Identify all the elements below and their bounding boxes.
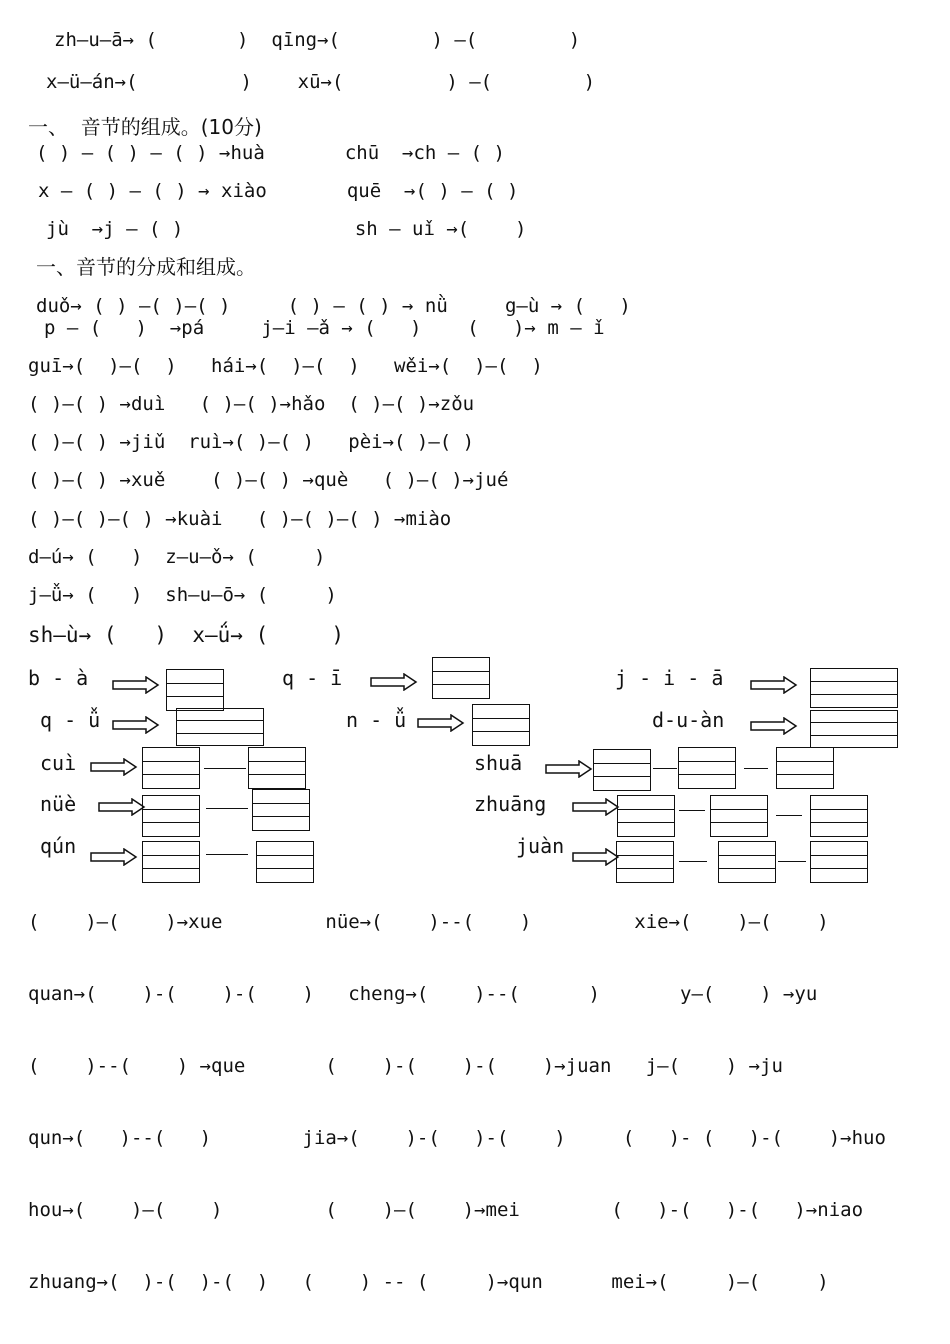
separator-line — [204, 768, 246, 769]
answer-box — [776, 747, 834, 789]
section-2-row: d—ú→ ( ) z—u—ǒ→ ( ) — [28, 546, 326, 568]
separator-line — [206, 854, 248, 855]
answer-box — [810, 841, 868, 883]
answer-box — [678, 747, 736, 789]
compose-label: q - ǚ — [40, 708, 101, 732]
answer-box — [142, 747, 200, 789]
compose-label: n - ǚ — [346, 708, 407, 732]
answer-box — [617, 795, 675, 837]
section-2-row: p — ( ) →pá j—i —ǎ → ( ) ( )→ m — ǐ — [44, 317, 605, 339]
separator-line — [679, 810, 705, 811]
hollow-arrow-icon — [417, 714, 465, 732]
section-1-heading: 一、 音节的组成。(10分) — [28, 115, 262, 139]
bottom-row: qun→( )--( ) jia→( )-( )-( ) ( )- ( )-( )→huo — [28, 1127, 886, 1149]
hollow-arrow-icon — [750, 717, 798, 735]
section-2-row: j—ǚ→ ( ) sh—u—ō→ ( ) — [28, 584, 337, 606]
section-2-row: ( )—( ) →duì ( )—( )→hǎo ( )—( )→zǒu — [28, 393, 475, 415]
answer-box — [248, 747, 306, 789]
split-label: qún — [40, 834, 77, 858]
bottom-row: ( )—( )→xue nüe→( )--( ) xie→( )—( ) — [28, 911, 829, 933]
answer-box — [166, 669, 224, 711]
answer-box — [810, 668, 898, 708]
separator-line — [778, 861, 806, 862]
top-row-2: x—ü—án→( ) xū→( ) —( ) — [46, 71, 596, 93]
split-label: nüè — [40, 792, 77, 816]
separator-line — [206, 808, 248, 809]
split-label: shuā — [474, 751, 523, 775]
section-2-heading: 一、音节的分成和组成。 — [36, 255, 256, 279]
answer-box — [710, 795, 768, 837]
hollow-arrow-icon — [750, 676, 798, 694]
hollow-arrow-icon — [90, 848, 138, 866]
split-label: zhuāng — [474, 792, 547, 816]
hollow-arrow-icon — [572, 848, 620, 866]
section-1-row: x — ( ) — ( ) → xiào quē →( ) — ( ) — [38, 180, 519, 202]
answer-box — [142, 795, 200, 837]
hollow-arrow-icon — [572, 798, 620, 816]
bottom-row: ( )--( ) →que ( )-( )-( )→juan j—( ) →ju — [28, 1055, 783, 1077]
separator-line — [653, 768, 677, 769]
answer-box — [810, 795, 868, 837]
compose-label: d-u-àn — [652, 708, 725, 732]
answer-box — [616, 841, 674, 883]
separator-line — [776, 815, 802, 816]
section-2-row: duǒ→ ( ) —( )—( ) ( ) — ( ) → nǜ g—ù → ( ) — [36, 295, 631, 317]
hollow-arrow-icon — [545, 760, 593, 778]
compose-label: q - ī — [282, 666, 343, 690]
section-2-row: ( )—( )—( ) →kuài ( )—( )—( ) →miào — [28, 508, 452, 530]
answer-box — [472, 704, 530, 746]
hollow-arrow-icon — [370, 673, 418, 691]
section-1-row: jù →j — ( ) sh — uǐ →( ) — [46, 218, 527, 240]
answer-box — [252, 789, 310, 831]
separator-line — [679, 861, 707, 862]
bottom-row: quan→( )-( )-( ) cheng→( )--( ) y—( ) →yu — [28, 983, 818, 1005]
answer-box — [432, 657, 490, 699]
bottom-row: hou→( )—( ) ( )—( )→mei ( )-( )-( )→niao — [28, 1199, 864, 1221]
answer-box — [593, 749, 651, 791]
hollow-arrow-icon — [90, 758, 138, 776]
answer-box — [142, 841, 200, 883]
split-label: juàn — [516, 834, 565, 858]
section-2-row: sh—ù→ ( ) x—ǘ→ ( ) — [28, 623, 345, 647]
compose-label: j - i - ā — [615, 666, 724, 690]
hollow-arrow-icon — [112, 716, 160, 734]
answer-box — [810, 710, 898, 748]
section-2-row: guī→( )—( ) hái→( )—( ) wěi→( )—( ) — [28, 355, 543, 377]
top-row-1: zh—u—ā→ ( ) qīng→( ) —( ) — [54, 29, 581, 51]
bottom-row: zhuang→( )-( )-( ) ( ) -- ( )→qun mei→( )—( ) — [28, 1271, 829, 1293]
separator-line — [744, 768, 768, 769]
answer-box — [176, 708, 264, 746]
answer-box — [718, 841, 776, 883]
answer-box — [256, 841, 314, 883]
hollow-arrow-icon — [98, 798, 146, 816]
section-2-row: ( )—( ) →xuě ( )—( ) →què ( )—( )→jué — [28, 469, 509, 491]
split-label: cuì — [40, 751, 77, 775]
section-2-row: ( )—( ) →jiǔ ruì→( )—( ) pèi→( )—( ) — [28, 431, 475, 453]
hollow-arrow-icon — [112, 676, 160, 694]
compose-label: b - à — [28, 666, 89, 690]
section-1-row: ( ) — ( ) — ( ) →huà chū →ch — ( ) — [36, 142, 505, 164]
